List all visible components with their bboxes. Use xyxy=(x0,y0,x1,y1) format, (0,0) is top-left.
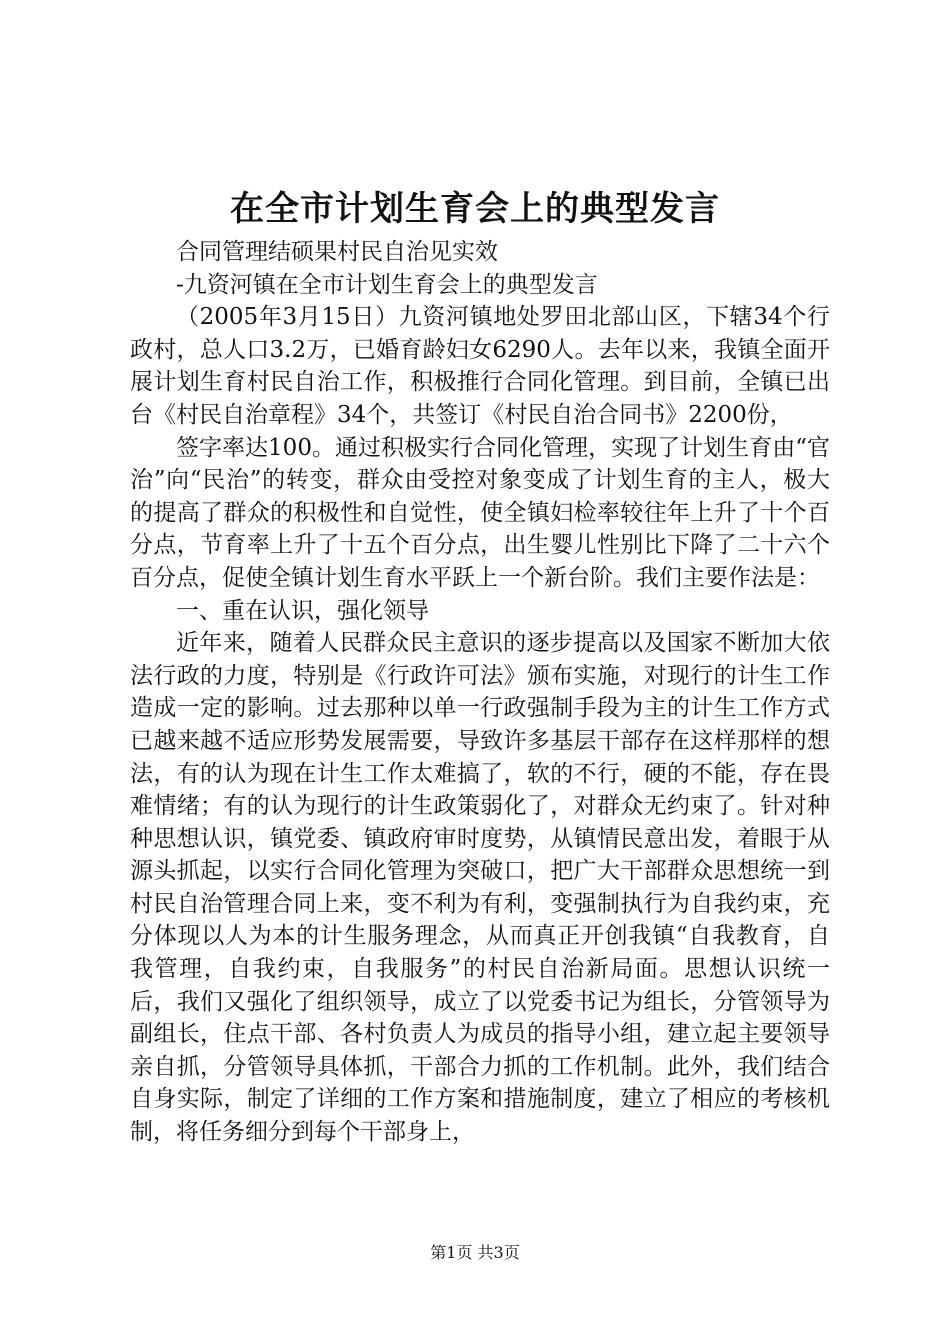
body-paragraph: 签字率达100。通过积极实行合同化管理，实现了计划生育由“官治”向“民治”的转变，群众由受控对象变成了计划生育的主人，极大的提高了群众的积极性和自觉性，使全镇妇检率较往年上升了十个百分点，节育率上升了十五个百分点，出生婴儿性别比下降了二十六个百分点，促使全镇计划生育水平跃上一个新台阶。我们主要作法是： xyxy=(130,434,830,591)
document-title: 在全市计划生育会上的典型发言 xyxy=(230,189,720,229)
document-body xyxy=(130,236,830,1149)
subtitle-line: 合同管理结硕果村民自治见实效 xyxy=(176,239,498,265)
body-paragraph: 近年来，随着人民群众民主意识的逐步提高以及国家不断加大依法行政的力度，特别是《行政许可法》颁布实施，对现行的计生工作造成一定的影响。过去那种以单一行政强制手段为主的计生工作方式已越来越不适应形势发展需要，导致许多基层干部存在这样那样的想法，有的认为现在计生工作太难搞了，软的不行，硬的不能，存在畏难情绪；有的认为现行的计生政策弱化了，对群众无约束了。针对种种思想认识，镇党委、镇政府审时度势，从镇情民意出发，着眼于从源头抓起，以实行合同化管理为突破口，把广大干部群众思想统一到村民自治管理合同上来，变不利为有利，变强制执行为自我约束，充分体现以人为本的计生服务理念，从而真正开创我镇“自我教育，自我管理，自我约束，自我服务”的村民自治新局面。思想认识统一后，我们又强化了组织领导，成立了以党委书记为组长，分管领导为副组长，住点干部、各村负责人为成员的指导小组，建立起主要领导亲自抓，分管领导具体抓，干部合力抓的工作机制。此外，我们结合自身实际，制定了详细的工作方案和措施制度，建立了相应的考核机制，将任务细分到每个干部身上， xyxy=(130,630,830,1146)
body-paragraph: （2005年3月15日）九资河镇地处罗田北部山区，下辖34个行政村，总人口3.2万，已婚育龄妇女6290人。去年以来，我镇全面开展计划生育村民自治工作，积极推行合同化管理。到目前，全镇已出台《村民自治章程》34个，共签订《村民自治合同书》2200份， xyxy=(130,304,830,428)
subtitle-source-line: -九资河镇在全市计划生育会上的典型发言 xyxy=(176,271,598,298)
section-heading: 一、重在认识，强化领导 xyxy=(176,597,429,624)
page-number-footer: 第1页 共3页 xyxy=(430,1243,520,1262)
